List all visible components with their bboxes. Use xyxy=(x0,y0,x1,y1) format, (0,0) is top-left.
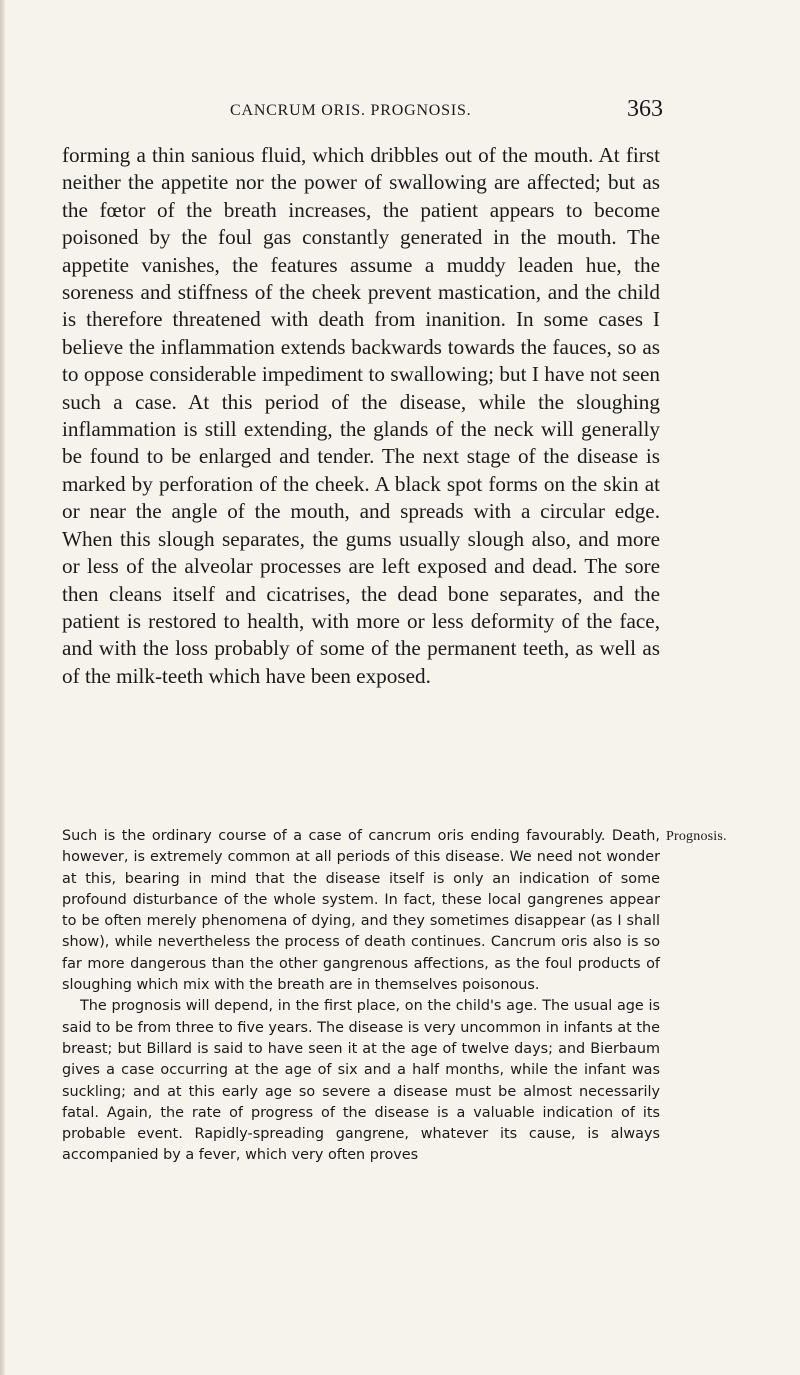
running-head-title: CANCRUM ORIS. PROGNOSIS. xyxy=(230,102,472,119)
prognosis-section xyxy=(62,826,660,1167)
page-number: 363 xyxy=(627,96,663,122)
body-paragraph: forming a thin sanious fluid, which dribbles out of the mouth. At first neither the appetite nor the power of swallowing are affected; but as the fœtor of the breath increases, the patient appears to become poisoned by the foul gas constantly generated in the mouth. The appetite vanishes, the features assume a muddy leaden hue, the soreness and stiffness of the cheek prevent mastication, and the child is therefore threatened with death from inanition. In some cases I believe the inflammation extends backwards towards the fauces, so as to oppose considerable impediment to swallowing; but I have not seen such a case. At this period of the disease, while the sloughing inflammation is still extending, the glands of the neck will generally be found to be enlarged and tender. The next stage of the disease is marked by perforation of the cheek. A black spot forms on the skin at or near the angle of the mouth, and spreads with a circular edge. When this slough separates, the gums usually slough also, and more or less of the alveolar processes are left exposed and dead. The sore then cleans itself and cicatrises, the dead bone separates, and the patient is restored to health, with more or less deformity of the face, and with the loss probably of some of the permanent teeth, as well as of the milk-teeth which have been exposed. xyxy=(62,143,660,688)
page-binding-edge xyxy=(0,0,5,1375)
margin-note-prognosis: Prognosis. xyxy=(666,829,727,844)
prognosis-paragraph-2: The prognosis will depend, in the first place, on the child's age. The usual age is said to be from three to five years. The disease is very uncommon in infants at the breast; but Billard is said to have seen it at the age of twelve days; and Bierbaum gives a case occurring at the age of six and a half months, while the infant was suckling; and at this early age so severe a disease must be almost necessarily fatal. Again, the rate of progress of the disease is a valuable indication of its probable event. Rapidly-spreading gangrene, whatever its cause, is always accompanied by a fever, which very often proves xyxy=(62,998,660,1164)
running-head xyxy=(0,96,800,126)
prognosis-paragraph-1: Such is the ordinary course of a case of cancrum oris ending favourably. Death, however, is extremely common at all periods of this disease. We need not wonder at this, bearing in mind that the disease itself is only an indication of some profound disturbance of the whole system. In fact, these local gangrenes appear to be often merely phenomena of dying, and they sometimes disappear (as I shall show), while nevertheless the process of death continues. Cancrum oris also is so far more dangerous than the other gangrenous affections, as the foul products of sloughing which mix with the breath are in themselves poisonous. xyxy=(62,828,660,994)
